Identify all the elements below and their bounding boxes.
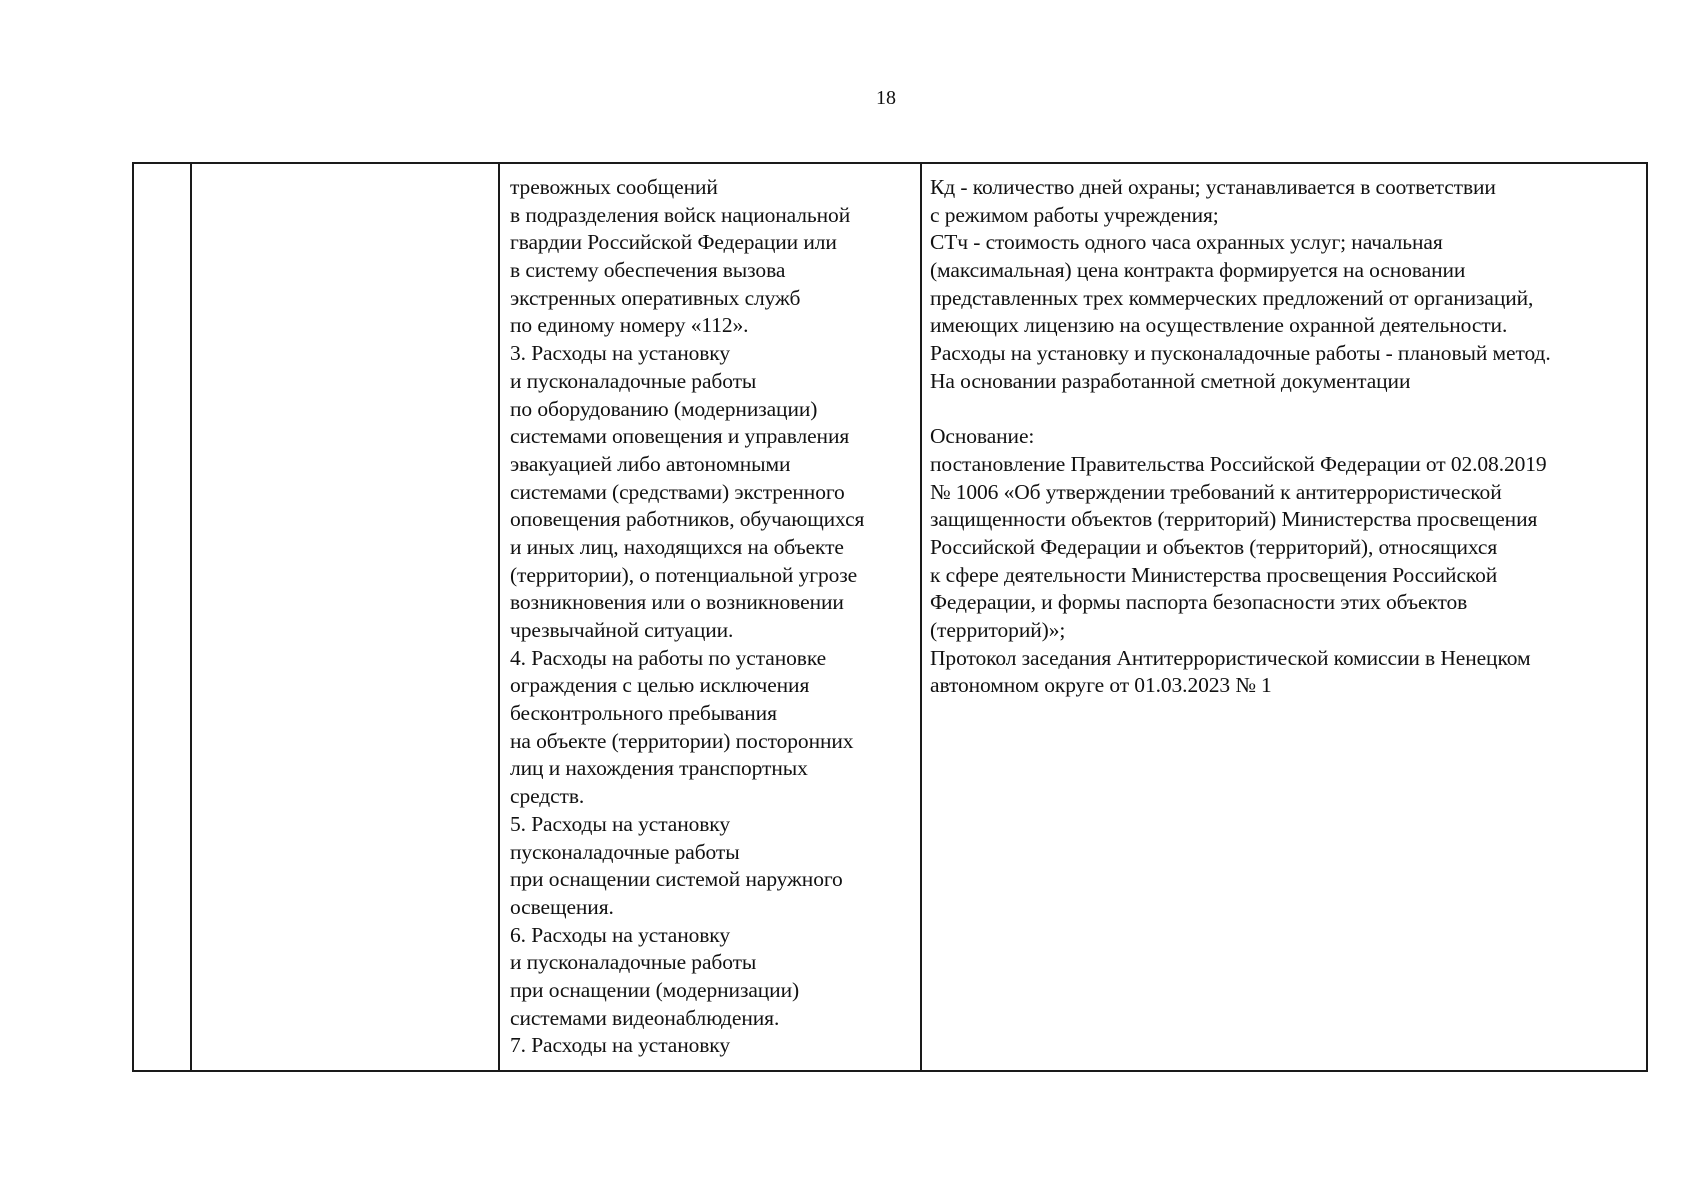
justification-text-line: (максимальная) цена контракта формируется на основании [930,258,1466,283]
justification-text-line: Протокол заседания Антитеррористической комиссии в Ненецком [930,645,1531,670]
justification-text-line: На основании разработанной сметной документации [930,368,1411,393]
justification-text-line: (территорий)»; [930,618,1066,642]
table-column-number [134,164,192,1070]
expenses-text-line: пусконаладочные работы [510,839,740,864]
expenses-text-line: при оснащении (модернизации) [510,977,800,1002]
expenses-text-line: по единому номеру «112». [510,313,749,338]
expenses-text-line: чрезвычайной ситуации. [510,618,734,642]
justification-text-line: Кд - количество дней охраны; устанавливается в соответствии [930,175,1496,199]
expenses-text-line: средств. [510,784,585,809]
justification-text-line: № 1006 «Об утверждении требований к антитеррористической [930,479,1502,504]
table-column-justification [922,164,1646,1070]
justification-text-line [930,396,1646,424]
justification-text-line: имеющих лицензию на осуществление охранной деятельности. [930,313,1508,338]
expenses-text-line: при оснащении системой наружного [510,867,843,892]
justification-text-line: постановление Правительства Российской Федерации от 02.08.2019 [930,451,1547,476]
expenses-text-line: тревожных сообщений [510,175,718,199]
expenses-text-line: возникновения или о возникновении [510,590,844,615]
expenses-cell-text [500,164,920,1060]
expenses-text-line: освещения. [510,894,614,919]
justification-text-line: защищенности объектов (территорий) Министерства просвещения [930,507,1538,532]
expenses-text-line: 7. Расходы на установку [510,1033,730,1058]
expenses-text-line: (территории), о потенциальной угрозе [510,562,858,587]
expenses-text-line: 3. Расходы на установку [510,341,730,366]
expenses-text-line: на объекте (территории) посторонних [510,728,854,753]
justification-cell-text [922,164,1646,700]
expenses-text-line: 4. Расходы на работы по установке [510,645,827,670]
justification-text-line: Российской Федерации и объектов (территорий), относящихся [930,534,1498,559]
expenses-text-line: оповещения работников, обучающихся [510,507,865,532]
justification-text-line: Расходы на установку и пусконаладочные работы - плановый метод. [930,341,1551,366]
expenses-text-line: системами оповещения и управления [510,424,850,449]
justification-text-line: Основание: [930,424,1035,449]
justification-text-line: представленных трех коммерческих предложений от организаций, [930,285,1534,310]
expenses-text-line: лиц и нахождения транспортных [510,756,808,781]
expenses-text-line: ограждения с целью исключения [510,673,810,698]
expenses-text-line: бесконтрольного пребывания [510,701,777,726]
justification-text-line: Федерации, и формы паспорта безопасности этих объектов [930,590,1468,615]
page-number: 18 [876,87,896,109]
table-column-name [192,164,500,1070]
expenses-text-line: и пусконаладочные работы [510,950,757,975]
justification-text-line: к сфере деятельности Министерства просвещения Российской [930,562,1498,587]
expenses-text-line: и пусконаладочные работы [510,368,757,393]
expenses-text-line: и иных лиц, находящихся на объекте [510,534,844,559]
justification-text-line: автономном округе от 01.03.2023 № 1 [930,673,1272,698]
expenses-text-line: 5. Расходы на установку [510,811,730,836]
expenses-text-line: системами (средствами) экстренного [510,479,845,504]
justification-text-line: с режимом работы учреждения; [930,202,1219,227]
justification-text-line: СТч - стоимость одного часа охранных услуг; начальная [930,230,1443,255]
expenses-text-line: экстренных оперативных служб [510,285,801,310]
expenses-text-line: 6. Расходы на установку [510,922,730,947]
expenses-text-line: в подразделения войск национальной [510,202,851,227]
expenses-text-line: эвакуацией либо автономными [510,451,791,476]
expenses-text-line: в систему обеспечения вызова [510,258,786,283]
table-column-expenses [500,164,922,1070]
expenses-text-line: системами видеонаблюдения. [510,1005,780,1030]
document-table [132,162,1648,1072]
expenses-text-line: по оборудованию (модернизации) [510,396,818,421]
expenses-text-line: гвардии Российской Федерации или [510,230,837,255]
